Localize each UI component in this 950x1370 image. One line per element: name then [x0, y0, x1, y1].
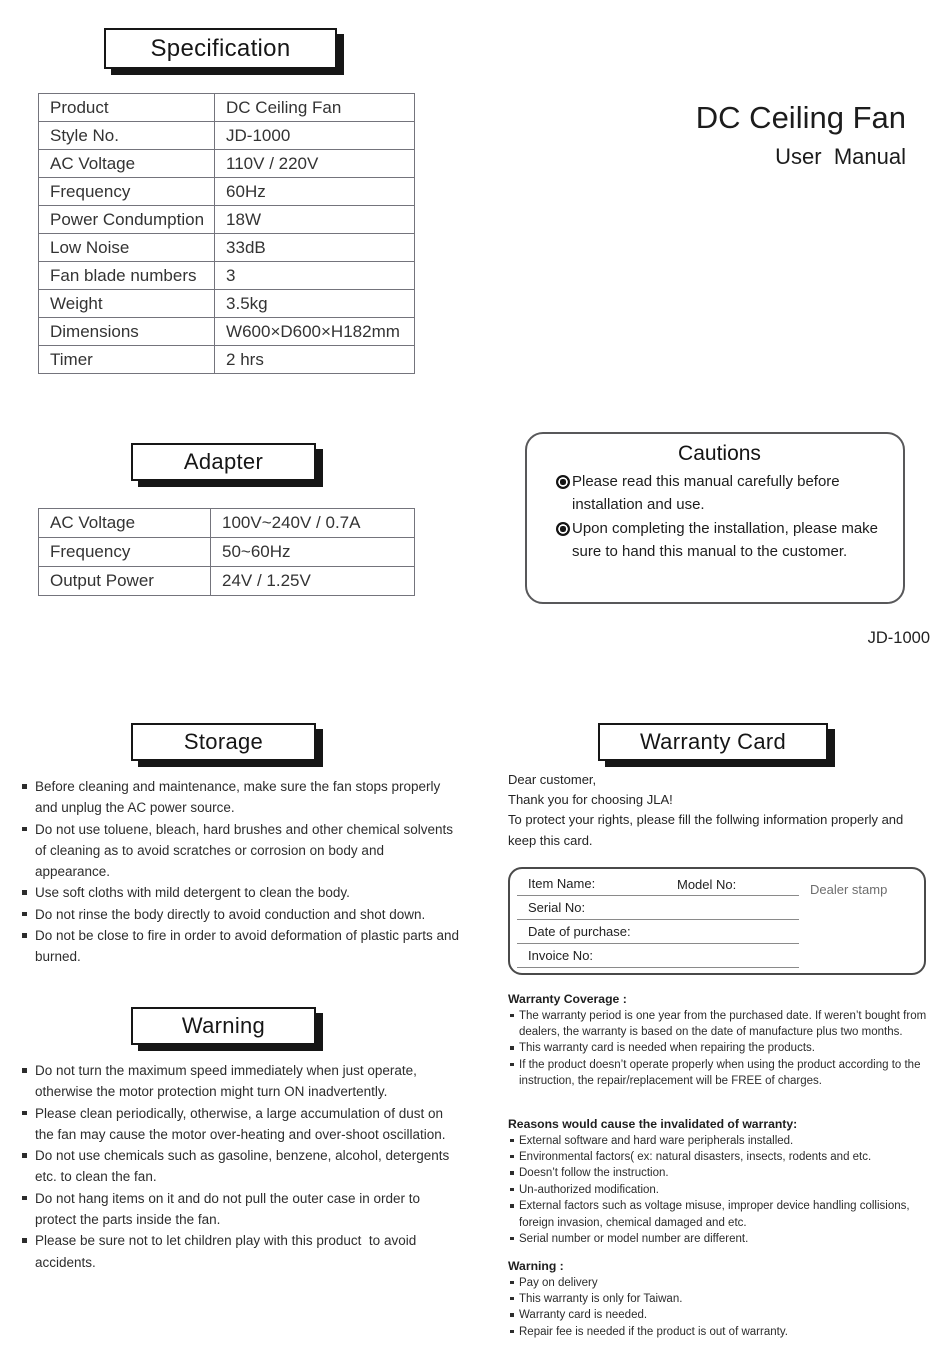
invalidation-list-item [508, 1149, 934, 1165]
spec-row-label: Style No. [39, 122, 215, 150]
spec-table-row [39, 290, 415, 318]
square-bullet-icon [20, 904, 35, 925]
spec-table-row [39, 346, 415, 374]
cautions-title: Cautions [678, 442, 761, 465]
warning-list-item [20, 1145, 462, 1188]
spec-row-label: AC Voltage [39, 150, 215, 178]
warranty-warning-heading: Warning : [508, 1259, 564, 1273]
specification-table-body [39, 94, 415, 374]
warranty-warning-list-item [508, 1324, 934, 1340]
invoice-no-label: Invoice No: [528, 948, 594, 963]
document-subtitle: User Manual [775, 144, 906, 169]
storage-list-item [20, 776, 462, 819]
invalidation-item-text: Un-authorized modification. [519, 1183, 659, 1196]
adapter-title-box [131, 443, 316, 481]
spec-row-label: Dimensions [39, 318, 215, 346]
spec-row-value: 33dB [215, 234, 415, 262]
square-bullet-icon [20, 925, 35, 968]
warranty-coverage-list [508, 1008, 934, 1090]
spec-row-label: Fan blade numbers [39, 262, 215, 290]
coverage-list-item [508, 1008, 934, 1041]
date-of-purchase-label: Date of purchase: [528, 924, 631, 939]
invalidation-item-text: External software and hard ware peripherals installed. [519, 1134, 794, 1147]
warning-item-text: Do not hang items on it and do not pull the outer case in order to protect the parts inside the fan. [35, 1190, 424, 1228]
spec-row-value: DC Ceiling Fan [215, 94, 415, 122]
warranty-warning-item-text: Warranty card is needed. [519, 1309, 648, 1322]
square-bullet-icon [508, 1182, 519, 1198]
warranty-warning-item-text: Repair fee is needed if the product is out of warranty. [519, 1325, 788, 1338]
adapter-table-body [39, 509, 415, 596]
spec-table-row [39, 262, 415, 290]
warranty-warning-item-text: Pay on delivery [519, 1276, 598, 1289]
document-title: DC Ceiling Fan [695, 100, 906, 135]
spec-row-value: 110V / 220V [215, 150, 415, 178]
invalidation-list-item [508, 1231, 934, 1247]
adapter-row-label: Output Power [39, 567, 211, 596]
warranty-warning-item-text: This warranty is only for Taiwan. [519, 1292, 683, 1305]
storage-list-item [20, 882, 462, 903]
adapter-row-value: 24V / 1.25V [211, 567, 415, 596]
warning-item-text: Do not turn the maximum speed immediately when just operate, otherwise the motor protection might turn ON inadvertently. [35, 1063, 421, 1100]
spec-row-label: Frequency [39, 178, 215, 206]
spec-row-label: Power Condumption [39, 206, 215, 234]
square-bullet-icon [20, 1230, 35, 1273]
invalidation-item-text: Serial number or model number are different. [519, 1232, 749, 1245]
warranty-field-date-of-purchase [517, 920, 799, 944]
caution-text: Upon completing the installation, please make sure to hand this manual to the customer. [572, 519, 883, 561]
spec-row-value: 2 hrs [215, 346, 415, 374]
invalidation-item-text: Doesn’t follow the instruction. [519, 1167, 669, 1180]
spec-row-value: W600×D600×H182mm [215, 318, 415, 346]
square-bullet-icon [20, 776, 35, 819]
warranty-warning-list [508, 1275, 934, 1341]
square-bullet-icon [508, 1057, 519, 1090]
specification-table [38, 93, 415, 374]
invalidation-item-text: Environmental factors( ex: natural disasters, insects, rodents and etc. [519, 1150, 872, 1163]
coverage-item-text: The warranty period is one year from the purchased date. If weren’t bought from dealers, the warranty is based on the date of manufacture plus two months. [519, 1009, 930, 1038]
spec-row-value: 3.5kg [215, 290, 415, 318]
spec-row-value: JD-1000 [215, 122, 415, 150]
warranty-field-invoice-no [517, 944, 799, 968]
adapter-table-row [39, 538, 415, 567]
storage-list-item [20, 819, 462, 883]
warranty-card-form [508, 867, 926, 975]
warranty-coverage-section [508, 991, 934, 1090]
serial-no-label: Serial No: [528, 900, 586, 915]
storage-item-text: Use soft cloths with mild detergent to clean the body. [35, 885, 350, 901]
warranty-warning-list-item [508, 1291, 934, 1307]
warning-item-text: Please clean periodically, otherwise, a large accumulation of dust on the fan may cause the motor over-heating and over-shoot oscillation. [35, 1105, 447, 1142]
warning-list-item [20, 1188, 462, 1231]
model-number: JD-1000 [867, 629, 930, 647]
coverage-item-text: This warranty card is needed when repairing the products. [519, 1042, 815, 1055]
warranty-field-serial-no [517, 896, 799, 920]
storage-item-text: Before cleaning and maintenance, make sure the fan stops properly and unplug the AC power source. [35, 779, 445, 816]
square-bullet-icon [20, 1103, 35, 1146]
warranty-card-title-box [598, 723, 828, 761]
spec-row-value: 60Hz [215, 178, 415, 206]
spec-table-row [39, 94, 415, 122]
warranty-warning-section [508, 1258, 934, 1340]
square-bullet-icon [508, 1040, 519, 1056]
warranty-card-title: Warranty Card [639, 729, 787, 754]
storage-item-text: Do not be close to fire in order to avoid deformation of plastic parts and burned. [35, 928, 463, 965]
adapter-row-label: Frequency [39, 538, 211, 567]
warranty-invalidation-section [508, 1116, 934, 1247]
spec-row-label: Product [39, 94, 215, 122]
spec-row-label: Low Noise [39, 234, 215, 262]
spec-table-row [39, 234, 415, 262]
coverage-list-item [508, 1040, 934, 1056]
adapter-table-row [39, 509, 415, 538]
spec-table-row [39, 150, 415, 178]
warranty-intro-line: Thank you for choosing JLA! [508, 792, 673, 808]
square-bullet-icon [508, 1149, 519, 1165]
warning-list-item [20, 1060, 462, 1103]
storage-list-item [20, 925, 462, 968]
square-bullet-icon [20, 1188, 35, 1231]
model-no-label: Model No: [677, 876, 737, 892]
storage-list [20, 776, 462, 968]
invalidation-list-item [508, 1133, 934, 1149]
fisheye-bullet-icon [556, 522, 570, 536]
storage-title-box [131, 723, 316, 761]
warranty-intro-line: Dear customer, [508, 772, 597, 787]
invalidation-list-item [508, 1182, 934, 1198]
square-bullet-icon [20, 1060, 35, 1103]
warning-list-item [20, 1230, 462, 1273]
warning-list [20, 1060, 462, 1273]
adapter-table [38, 508, 415, 596]
spec-row-label: Weight [39, 290, 215, 318]
square-bullet-icon [20, 819, 35, 883]
spec-row-label: Timer [39, 346, 215, 374]
square-bullet-icon [508, 1008, 519, 1041]
square-bullet-icon [508, 1198, 519, 1231]
square-bullet-icon [508, 1275, 519, 1291]
invalidation-item-text: External factors such as voltage misuse, improper device handling collisions, foreign invasion, chemical damaged and etc. [519, 1200, 913, 1229]
spec-table-row [39, 206, 415, 234]
warranty-intro-line: To protect your rights, please fill the follwing information properly and keep this card. [508, 812, 907, 848]
storage-list-item [20, 904, 462, 925]
spec-row-value: 3 [215, 262, 415, 290]
warranty-coverage-heading: Warranty Coverage : [508, 992, 627, 1006]
adapter-row-value: 100V~240V / 0.7A [211, 509, 415, 538]
warranty-field-item-name [517, 869, 799, 896]
warning-title: Warning [181, 1013, 266, 1038]
square-bullet-icon [508, 1133, 519, 1149]
square-bullet-icon [508, 1165, 519, 1181]
caution-item [556, 517, 883, 564]
caution-text: Please read this manual carefully before installation and use. [572, 473, 844, 514]
fisheye-bullet-icon [556, 475, 570, 489]
warning-list-item [20, 1103, 462, 1146]
adapter-row-label: AC Voltage [39, 509, 211, 538]
cautions-box [525, 432, 905, 604]
cautions-list [556, 470, 883, 564]
invalidation-list-item [508, 1198, 934, 1231]
coverage-list-item [508, 1057, 934, 1090]
caution-item [556, 470, 883, 517]
storage-title: Storage [183, 729, 264, 754]
spec-row-value: 18W [215, 206, 415, 234]
square-bullet-icon [508, 1307, 519, 1323]
coverage-item-text: If the product doesn’t operate properly when using the product according to the instruction, the repair/replacement will be FREE of charges. [519, 1058, 924, 1088]
storage-item-text: Do not use toluene, bleach, hard brushes and other chemical solvents of cleaning as to avoid scratches or corrosion on body and appearance. [35, 821, 457, 880]
adapter-title: Adapter [183, 449, 264, 474]
warning-item-text: Do not use chemicals such as gasoline, benzene, alcohol, detergents etc. to clean the fan. [35, 1148, 454, 1185]
spec-table-row [39, 318, 415, 346]
warning-item-text: Please be sure not to let children play with this product to avoid accidents. [35, 1233, 420, 1270]
specification-title-box [104, 28, 337, 69]
warning-title-box [131, 1007, 316, 1045]
square-bullet-icon [508, 1324, 519, 1340]
spec-table-row [39, 178, 415, 206]
adapter-table-row [39, 567, 415, 596]
square-bullet-icon [20, 1145, 35, 1188]
warranty-intro [508, 770, 932, 851]
warranty-invalidation-heading: Reasons would cause the invalidated of warranty: [508, 1117, 798, 1131]
warranty-warning-list-item [508, 1307, 934, 1323]
dealer-stamp-label: Dealer stamp [810, 882, 888, 897]
warranty-invalidation-list [508, 1133, 934, 1248]
item-name-label: Item Name: [528, 876, 596, 891]
square-bullet-icon [508, 1291, 519, 1307]
warranty-warning-list-item [508, 1275, 934, 1291]
square-bullet-icon [20, 882, 35, 903]
spec-table-row [39, 122, 415, 150]
invalidation-list-item [508, 1165, 934, 1181]
document-header [486, 100, 906, 170]
storage-item-text: Do not rinse the body directly to avoid conduction and shot down. [35, 906, 426, 922]
adapter-row-value: 50~60Hz [211, 538, 415, 567]
square-bullet-icon [508, 1231, 519, 1247]
specification-title: Specification [150, 34, 291, 62]
